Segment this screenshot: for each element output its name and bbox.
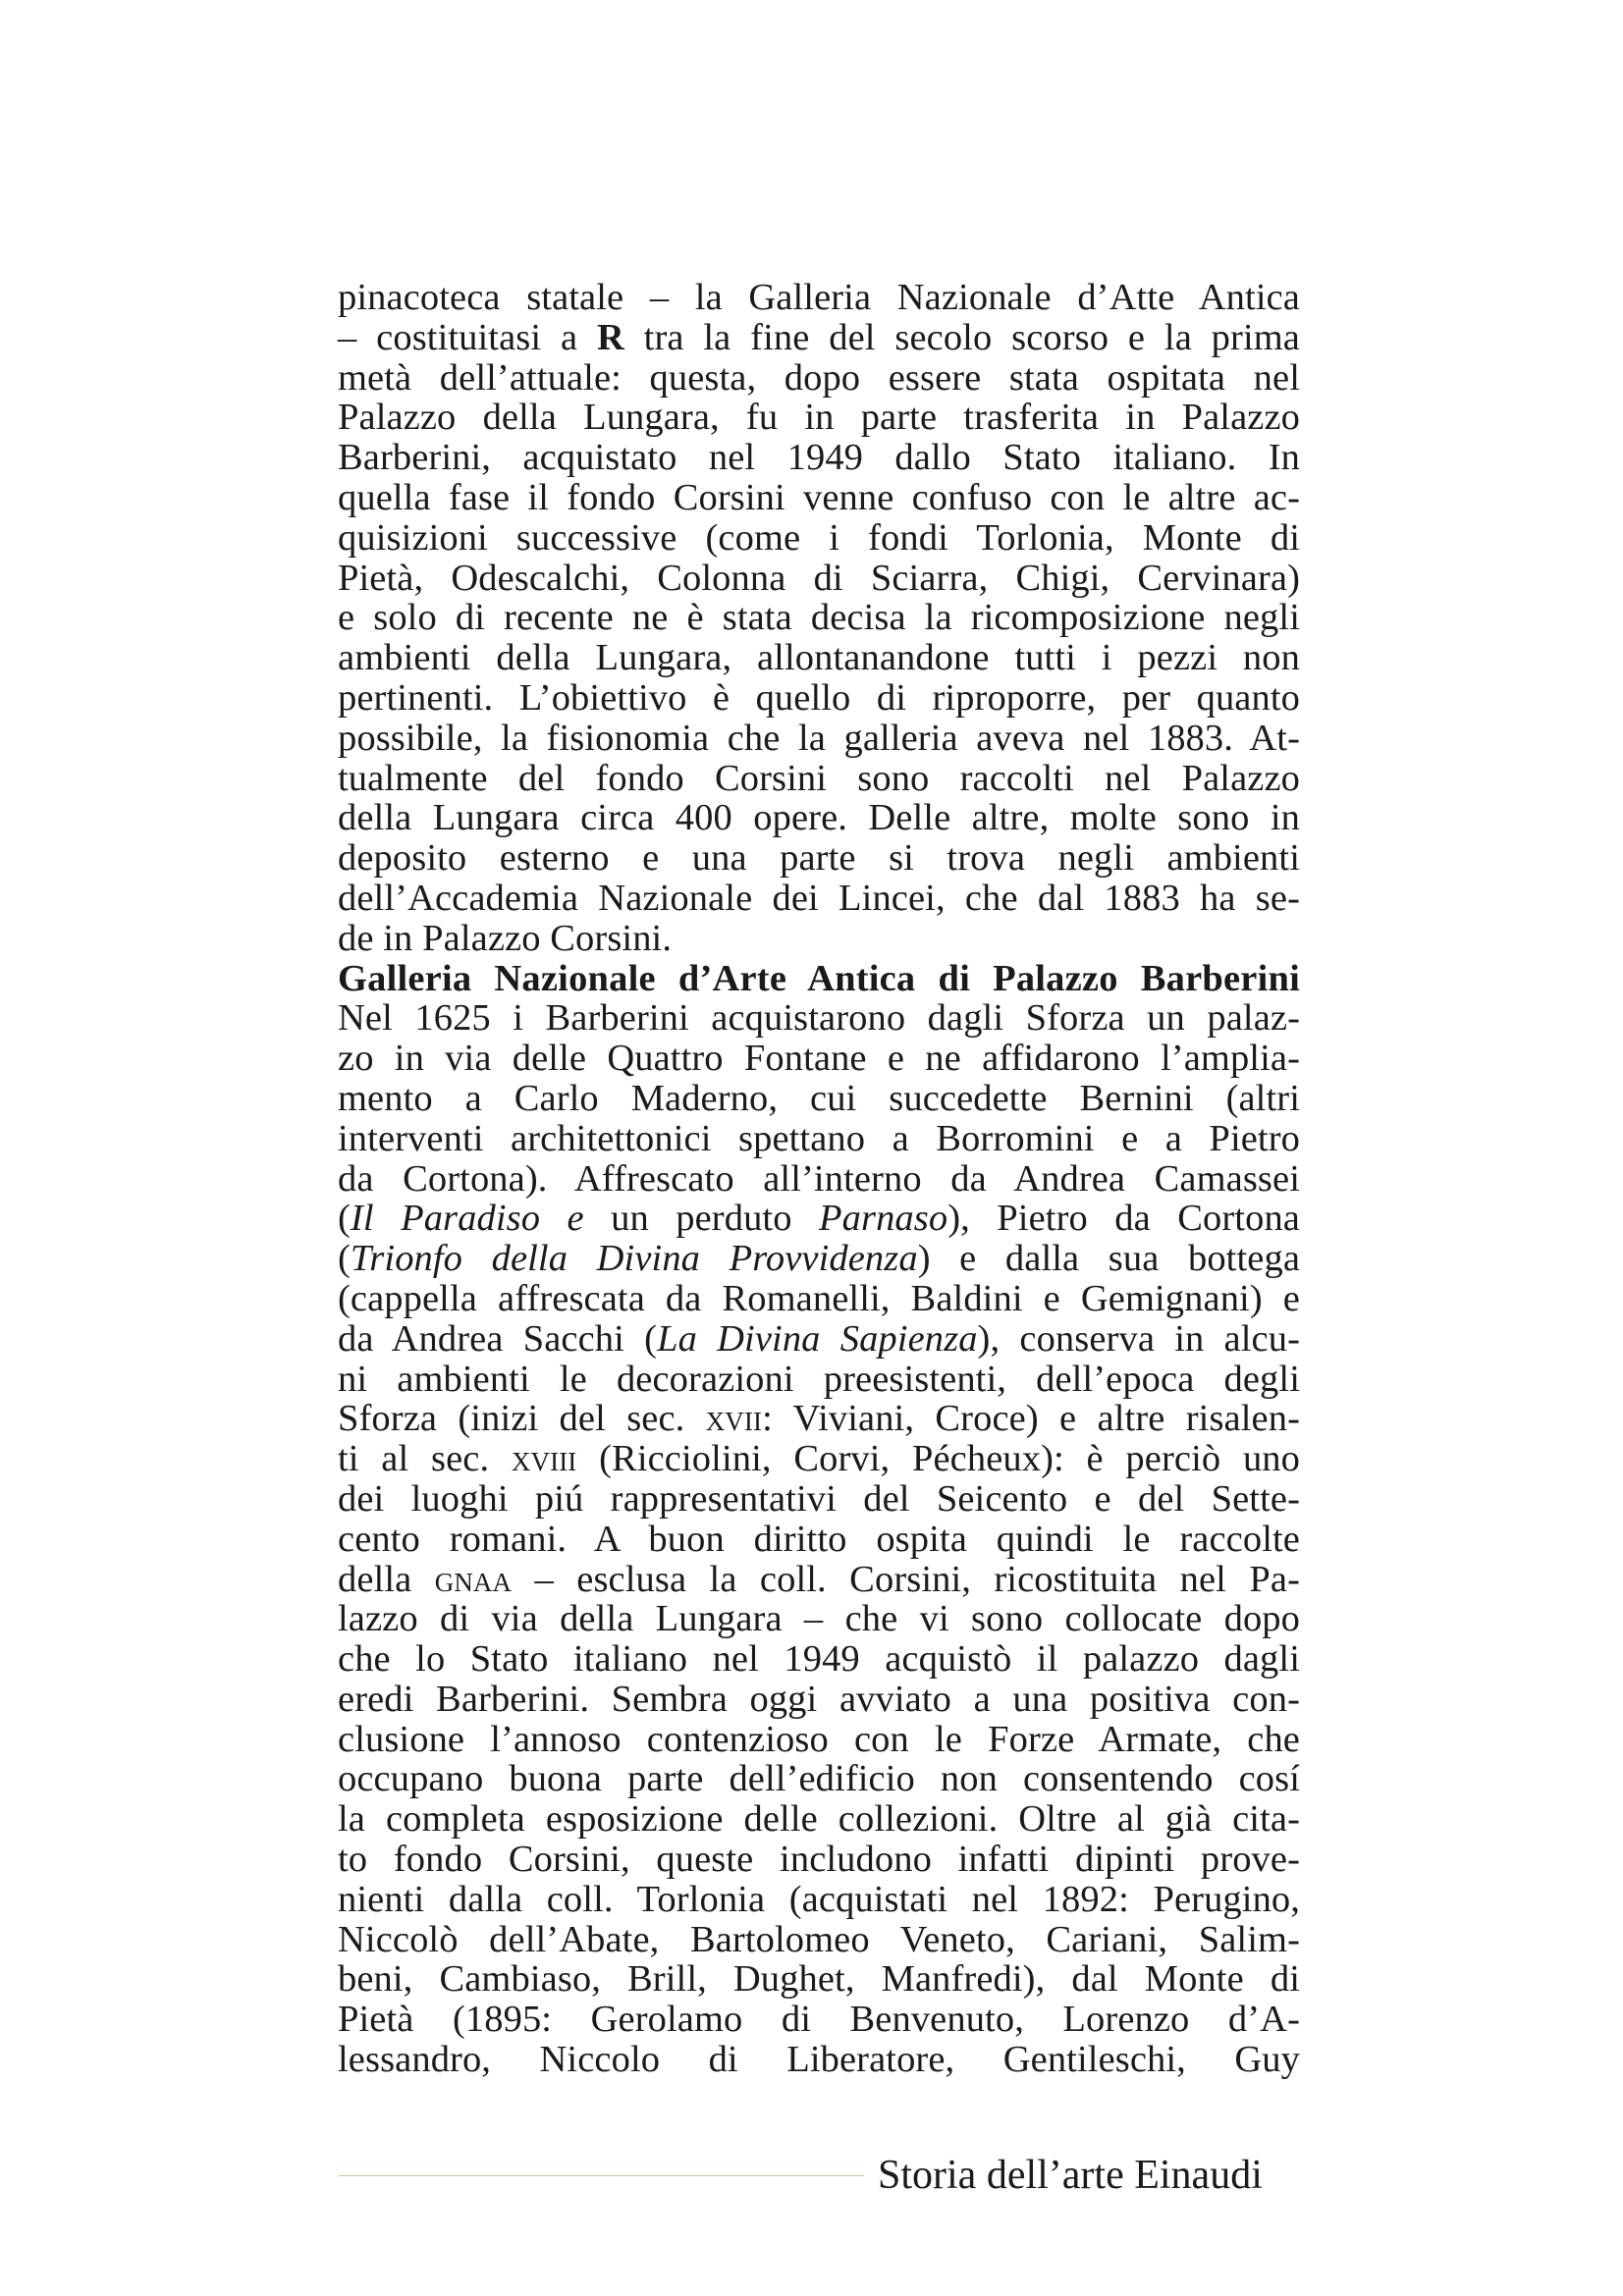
text-italic: La Divina Sapienza: [657, 1317, 978, 1360]
text-run: dell’Accademia Nazionale dei Lincei, che dal 1883 ha se-: [338, 877, 1300, 919]
text-line: [338, 1159, 1300, 1200]
text-line: [338, 598, 1300, 638]
text-run: to fondo Corsini, queste includono infatti dipinti prove-: [338, 1839, 1300, 1881]
text-run: zo in via delle Quattro Fontane e ne affidarono l’amplia-: [338, 1038, 1300, 1080]
footer-rule: [339, 2175, 864, 2176]
text-line: [338, 2040, 1300, 2080]
text-run: metà dell’attuale: questa, dopo essere stata ospitata nel: [338, 356, 1300, 399]
text-run: possibile, la fisionomia che la galleria aveva nel 1883. At-: [338, 717, 1300, 759]
text-run: Niccolò dell’Abate, Bartolomeo Veneto, Cariani, Salim-: [338, 1918, 1300, 1960]
text-run: de in Palazzo Corsini.: [338, 917, 673, 959]
text-line: [338, 1959, 1300, 2000]
text-run: (: [338, 1238, 351, 1280]
text-line: [338, 1279, 1300, 1319]
text-run: cento romani. A buon diritto ospita quindi le raccolte: [338, 1518, 1300, 1560]
text-run: ), conserva in alcu-: [977, 1317, 1301, 1360]
text-run: Barberini, acquistato nel 1949 dallo Stato italiano. In: [338, 437, 1300, 479]
text-line: [338, 1599, 1300, 1639]
text-run: da Andrea Sacchi (: [338, 1317, 658, 1360]
text-line: [338, 518, 1300, 559]
text-line: [338, 559, 1300, 599]
text-run: da Cortona). Affrescato all’interno da Andrea Camassei: [338, 1157, 1300, 1200]
text-line: [338, 1840, 1300, 1880]
text-run: eredi Barberini. Sembra oggi avviato a una positiva con-: [338, 1678, 1300, 1720]
text-run: Sforza (inizi del sec.: [338, 1398, 706, 1440]
text-run: pinacoteca statale – la Galleria Nazionale d’Atte Antica: [338, 277, 1300, 318]
text-run: mento a Carlo Maderno, cui succedette Bernini (altri: [338, 1077, 1300, 1119]
text-run: la completa esposizione delle collezioni. Oltre al già cita-: [338, 1798, 1300, 1841]
text-line: [338, 1239, 1300, 1279]
text-line: [338, 798, 1300, 838]
text-line: [338, 1799, 1300, 1840]
text-run: tualmente del fondo Corsini sono raccolti nel Palazzo: [338, 757, 1300, 799]
text-run: dei luoghi piú rappresentativi del Seicento e del Sette-: [338, 1477, 1300, 1520]
text-run: occupano buona parte dell’edificio non consentendo cosí: [338, 1758, 1300, 1800]
text-line: [338, 398, 1300, 438]
text-run: lessandro, Niccolo di Liberatore, Gentileschi, Guy: [338, 2039, 1300, 2081]
text-run: ), Pietro da Cortona: [947, 1198, 1300, 1240]
footer-title: Storia dell’arte Einaudi: [878, 2153, 1263, 2198]
text-line: [338, 838, 1300, 879]
text-run: : Viviani, Croce) e altre risalen-: [762, 1398, 1300, 1440]
text-line: [338, 1759, 1300, 1799]
text-sc: xviii: [511, 1438, 577, 1480]
text-run: tra la fine del secolo scorso e la prima: [623, 316, 1300, 358]
text-line: [338, 1880, 1300, 1920]
text-run: e solo di recente ne è stata decisa la ricomposizione negli: [338, 597, 1300, 639]
text-line: [338, 278, 1300, 318]
text-italic: Il Paradiso e: [350, 1198, 584, 1240]
text-run: Pietà (1895: Gerolamo di Benvenuto, Lorenzo d’A-: [338, 1999, 1300, 2041]
text-run: – esclusa la coll. Corsini, ricostituita nel Pa-: [512, 1558, 1300, 1600]
text-line: [338, 478, 1300, 518]
text-line: [338, 1399, 1300, 1439]
text-run: quisizioni successive (come i fondi Torlonia, Monte di: [338, 516, 1300, 559]
text-run: Palazzo della Lungara, fu in parte trasferita in Palazzo: [338, 397, 1300, 439]
text-line: [338, 1039, 1300, 1079]
text-line: [338, 1520, 1300, 1560]
text-line: [338, 678, 1300, 719]
text-line: [338, 1560, 1300, 1600]
text-line: [338, 638, 1300, 678]
text-run: interventi architettonici spettano a Borromini e a Pietro: [338, 1117, 1300, 1159]
text-sc: gnaa: [434, 1558, 513, 1600]
text-line: [338, 1920, 1300, 1960]
body-text: [338, 278, 1300, 2080]
text-bold: R: [596, 316, 624, 358]
text-run: ni ambienti le decorazioni preesistenti, dell’epoca degli: [338, 1358, 1300, 1400]
text-line: [338, 2000, 1300, 2040]
text-run: ti al sec.: [338, 1438, 512, 1480]
text-line: [338, 919, 1300, 959]
text-run: ) e dalla sua bottega: [917, 1238, 1301, 1280]
text-run: (: [338, 1198, 351, 1240]
text-line: [338, 438, 1300, 478]
text-line: [338, 1680, 1300, 1720]
text-run: Pietà, Odescalchi, Colonna di Sciarra, Chigi, Cervinara): [338, 557, 1300, 599]
text-run: pertinenti. L’obiettivo è quello di riproporre, per quanto: [338, 676, 1300, 719]
text-run: Galleria Nazionale d’Arte Antica di Palazzo Barberini: [338, 957, 1300, 999]
text-line: [338, 358, 1300, 399]
text-line: [338, 1360, 1300, 1400]
text-italic: Trionfo della Divina Provvidenza: [350, 1238, 918, 1280]
text-run: (cappella affrescata da Romanelli, Baldini e Gemignani) e: [338, 1277, 1300, 1319]
text-run: ambienti della Lungara, allontanandone tutti i pezzi non: [338, 637, 1300, 679]
text-run: Nel 1625 i Barberini acquistarono dagli Sforza un palaz-: [338, 997, 1300, 1040]
text-run: della Lungara circa 400 opere. Delle altre, molte sono in: [338, 797, 1300, 839]
text-run: (Ricciolini, Corvi, Pécheux): è perciò uno: [576, 1438, 1300, 1480]
text-line: [338, 759, 1300, 799]
text-line: [338, 998, 1300, 1039]
text-run: clusione l’annoso contenzioso con le Forze Armate, che: [338, 1718, 1300, 1760]
section-heading: [338, 959, 1300, 999]
text-run: lazzo di via della Lungara – che vi sono collocate dopo: [338, 1598, 1300, 1640]
text-line: [338, 1639, 1300, 1680]
text-line: [338, 1439, 1300, 1479]
text-italic: Parnaso: [819, 1198, 948, 1240]
text-line: [338, 1079, 1300, 1119]
text-run: un perduto: [583, 1198, 820, 1240]
text-run: della: [338, 1558, 435, 1600]
text-line: [338, 719, 1300, 759]
text-line: [338, 1479, 1300, 1520]
text-run: beni, Cambiaso, Brill, Dughet, Manfredi), dal Monte di: [338, 1958, 1300, 2001]
text-run: – costituitasi a: [338, 316, 597, 358]
text-line: [338, 879, 1300, 919]
text-line: [338, 1319, 1300, 1360]
text-line: [338, 1720, 1300, 1760]
text-run: deposito esterno e una parte si trova negli ambienti: [338, 837, 1300, 880]
text-line: [338, 1199, 1300, 1239]
text-run: quella fase il fondo Corsini venne confuso con le altre ac-: [338, 476, 1300, 518]
text-run: che lo Stato italiano nel 1949 acquistò il palazzo dagli: [338, 1638, 1300, 1681]
text-line: [338, 318, 1300, 358]
text-line: [338, 1119, 1300, 1159]
text-run: nienti dalla coll. Torlonia (acquistati nel 1892: Perugino,: [338, 1878, 1300, 1920]
text-sc: xvii: [705, 1398, 763, 1440]
